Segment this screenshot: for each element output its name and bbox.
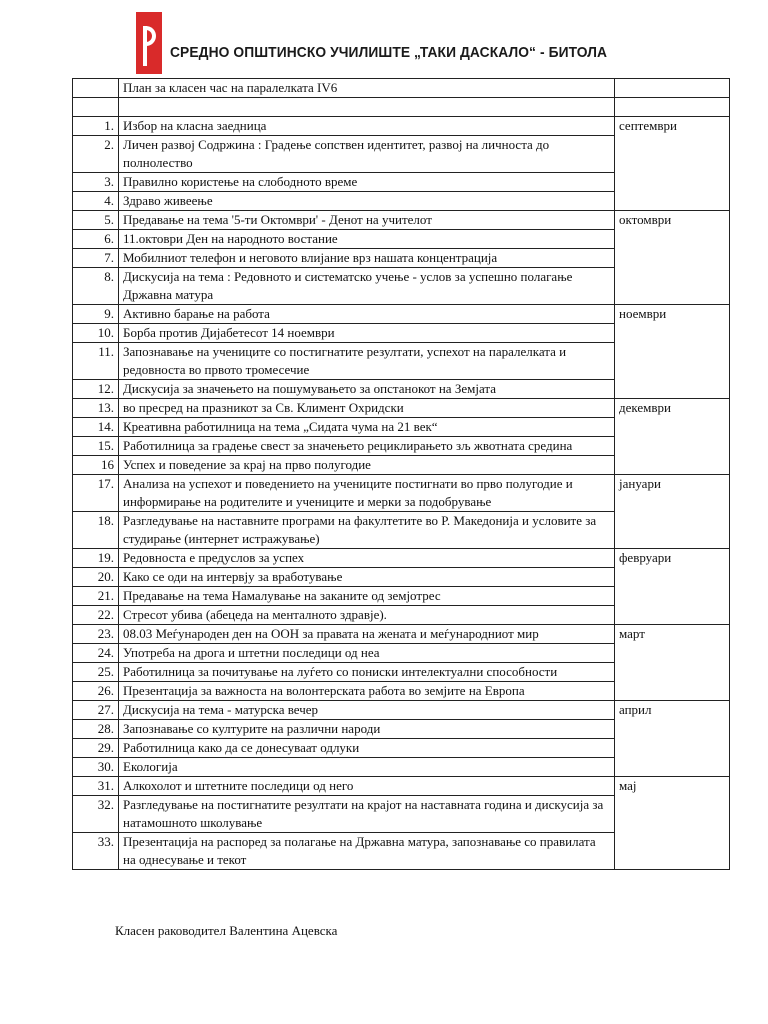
- row-number: 15.: [73, 437, 119, 456]
- month-cell: јануари: [615, 475, 730, 549]
- row-topic: Дискусија на тема - матурска вечер: [119, 701, 615, 720]
- row-topic: Екологија: [119, 758, 615, 777]
- row-number: 19.: [73, 549, 119, 568]
- row-number: 29.: [73, 739, 119, 758]
- row-topic: Активно барање на работа: [119, 305, 615, 324]
- row-number: 28.: [73, 720, 119, 739]
- school-logo-icon: [136, 12, 162, 74]
- row-number: 18.: [73, 512, 119, 549]
- table-title-row: [73, 79, 730, 98]
- row-topic: Дискусија за значењето на пошумувањето за опстанокот на Земјата: [119, 380, 615, 399]
- row-topic: Запознавање на учениците со постигнатите резултати, успехот на паралелката и редовноста во првото тромесечие: [119, 343, 615, 380]
- row-number: 27.: [73, 701, 119, 720]
- month-cell: март: [615, 625, 730, 701]
- row-number: 22.: [73, 606, 119, 625]
- table-row: [73, 117, 730, 136]
- row-topic: Работилница како да се донесуваат одлуки: [119, 739, 615, 758]
- row-number: 23.: [73, 625, 119, 644]
- row-number: 25.: [73, 663, 119, 682]
- row-topic: Презентација на распоред за полагање на Државна матура, запознавање со правилата на однесување и текот: [119, 833, 615, 870]
- row-topic: Стресот убива (абецеда на менталното здравје).: [119, 606, 615, 625]
- row-number: 33.: [73, 833, 119, 870]
- table-row: [73, 777, 730, 796]
- month-cell: април: [615, 701, 730, 777]
- row-number: 30.: [73, 758, 119, 777]
- table-row: [73, 549, 730, 568]
- table-row: [73, 701, 730, 720]
- row-topic: Избор на класна заедница: [119, 117, 615, 136]
- school-name: СРЕДНО ОПШТИНСКО УЧИЛИШТЕ „ТАКИ ДАСКАЛО“ - БИТОЛА: [170, 44, 608, 61]
- row-topic: Редовноста е предуслов за успех: [119, 549, 615, 568]
- row-topic: Работилница за градење свест за значењето рециклирањето зљ жвотната средина: [119, 437, 615, 456]
- row-number: 20.: [73, 568, 119, 587]
- row-topic: Креативна работилница на тема „Сидата чума на 21 век“: [119, 418, 615, 437]
- row-topic: Како се оди на интервју за вработување: [119, 568, 615, 587]
- row-topic: Презентација за важноста на волонтерската работа во земјите на Европа: [119, 682, 615, 701]
- row-number: 24.: [73, 644, 119, 663]
- row-number: 2.: [73, 136, 119, 173]
- row-number: 3.: [73, 173, 119, 192]
- row-number: 9.: [73, 305, 119, 324]
- row-topic: Алкохолот и штетните последици од него: [119, 777, 615, 796]
- row-number: 8.: [73, 268, 119, 305]
- month-cell: февруари: [615, 549, 730, 625]
- row-number: 7.: [73, 249, 119, 268]
- row-topic: 11.октоври Ден на народното востание: [119, 230, 615, 249]
- row-topic: Дискусија на тема : Редовното и систематско учење - услов за успешно полагање Државна матура: [119, 268, 615, 305]
- row-topic: Борба против Дијабетесот 14 ноември: [119, 324, 615, 343]
- month-cell: септември: [615, 117, 730, 211]
- row-topic: Правилно користење на слободното време: [119, 173, 615, 192]
- row-number: 6.: [73, 230, 119, 249]
- row-topic: Предавање на тема '5-ти Октомври' - Денот на учителот: [119, 211, 615, 230]
- month-cell: мај: [615, 777, 730, 870]
- row-number: 16: [73, 456, 119, 475]
- row-number: 10.: [73, 324, 119, 343]
- row-topic: Работилница за почитување на луѓето со пониски интелектуални способности: [119, 663, 615, 682]
- row-number: 14.: [73, 418, 119, 437]
- month-cell: октомври: [615, 211, 730, 305]
- row-topic: Разгледување на постигнатите резултати на крајот на наставната година и дискусија за натамошното школување: [119, 796, 615, 833]
- row-topic: Разгледување на наставните програми на факултетите во Р. Македонија и условите за студирање (интернет истражување): [119, 512, 615, 549]
- row-number: 13.: [73, 399, 119, 418]
- table-title: План за класен час на паралелката IV6: [119, 79, 615, 98]
- month-cell: декември: [615, 399, 730, 475]
- row-number: 1.: [73, 117, 119, 136]
- row-topic: Предавање на тема Намалување на заканите од земјотрес: [119, 587, 615, 606]
- table-row: [73, 399, 730, 418]
- row-topic: Употреба на дрога и штетни последици од неа: [119, 644, 615, 663]
- row-topic: 08.03 Меѓународен ден на ООН за правата на жената и меѓународниот мир: [119, 625, 615, 644]
- row-number: 4.: [73, 192, 119, 211]
- row-number: 26.: [73, 682, 119, 701]
- month-cell: ноември: [615, 305, 730, 399]
- row-topic: Здраво живеење: [119, 192, 615, 211]
- row-topic: Личен развој Содржина : Градење сопствен идентитет, развој на личноста до полнолество: [119, 136, 615, 173]
- row-number: 32.: [73, 796, 119, 833]
- row-number: 31.: [73, 777, 119, 796]
- row-number: 17.: [73, 475, 119, 512]
- class-teacher-signature: Класен раководител Валентина Ацевска: [115, 923, 338, 938]
- table-row: [73, 211, 730, 230]
- table-row: [73, 475, 730, 512]
- table-row: [73, 625, 730, 644]
- row-topic: Запознавање со културите на различни народи: [119, 720, 615, 739]
- row-number: 5.: [73, 211, 119, 230]
- table-row: [73, 305, 730, 324]
- row-number: 12.: [73, 380, 119, 399]
- table-empty-row: [73, 98, 730, 117]
- row-topic: Успех и поведение за крај на прво полугодие: [119, 456, 615, 475]
- row-number: 21.: [73, 587, 119, 606]
- row-topic: во пресред на празникот за Св. Климент Охридски: [119, 399, 615, 418]
- row-number: 11.: [73, 343, 119, 380]
- row-topic: Мобилниот телефон и неговото влијание врз нашата концентрација: [119, 249, 615, 268]
- class-plan-table: [72, 78, 730, 870]
- row-topic: Анализа на успехот и поведението на учениците постигнати во прво полугодие и информирање на родителите и учениците и мерки за подобрување: [119, 475, 615, 512]
